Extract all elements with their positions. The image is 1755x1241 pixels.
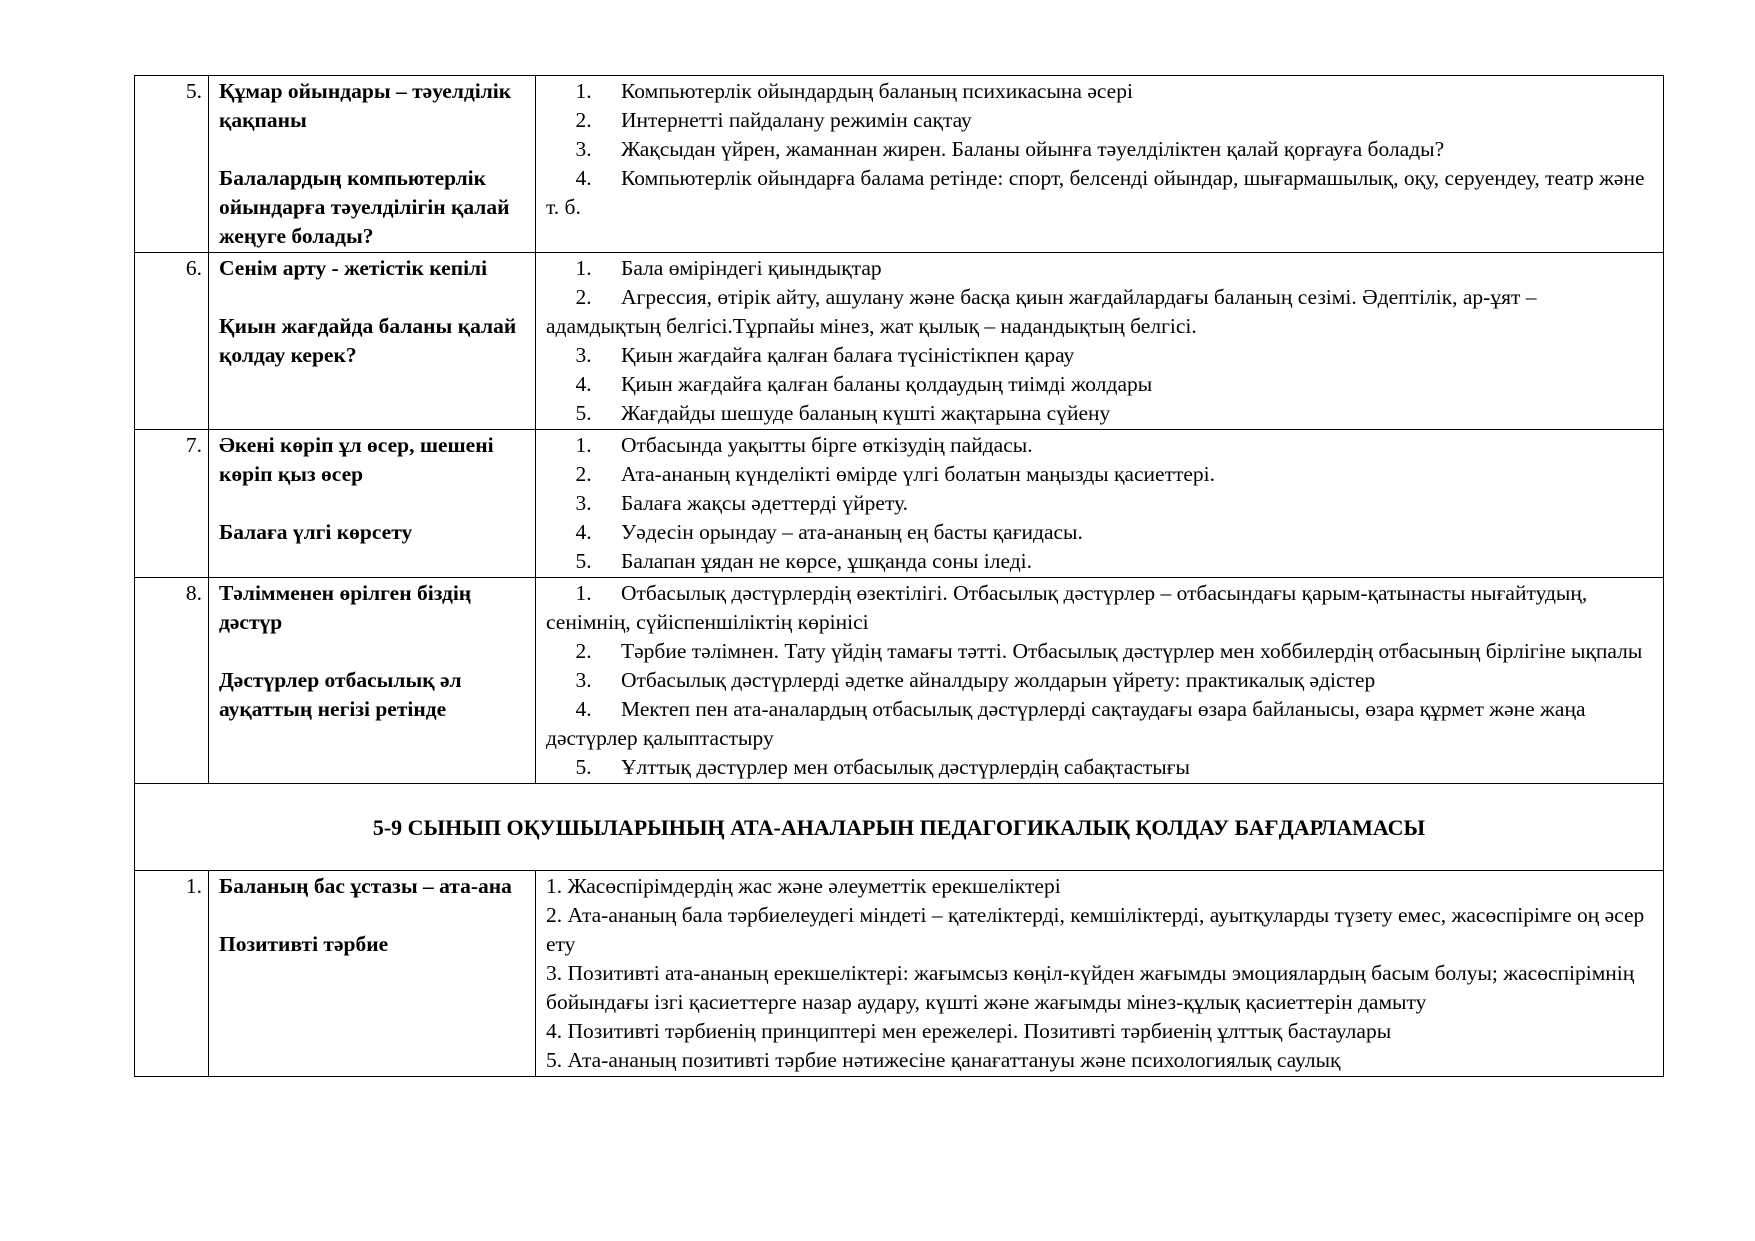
list-item: 5. Балапан ұядан не көрсе, ұшқанда соны іледі. — [575, 549, 1032, 573]
list-item: 2. Агрессия, өтірік айту, ашулану және басқа қиын жағдайлардағы баланың сезімі. Әдептілік, ар-ұят – адамдықтың белгісі.Тұрпайы мінез, жат қылық – надандықтың белгісі. — [546, 285, 1537, 338]
topic-title: Сенім арту - жетістік кепілі — [219, 256, 488, 280]
list-item: 1. Компьютерлік ойындардың баланың психикасына әсері — [575, 79, 1133, 103]
section-title: 5-9 СЫНЫП ОҚУШЫЛАРЫНЫҢ АТА-АНАЛАРЫН ПЕДАГОГИКАЛЫҚ ҚОЛДАУ БАҒДАРЛАМАСЫ — [135, 784, 1664, 871]
table-row — [135, 76, 1664, 253]
list-item: 4. Уәдесін орындау – ата-ананың ең басты қағидасы. — [575, 520, 1083, 544]
list-item: 4. Компьютерлік ойындарға балама ретінде: спорт, белсенді ойындар, шығармашылық, оқу, серуендеу, театр және т. б. — [546, 166, 1645, 219]
list-item: 2. Ата-ананың күнделікті өмірде үлгі болатын маңызды қасиеттері. — [575, 462, 1216, 486]
topic-cell — [209, 871, 536, 1077]
topic-cell — [209, 76, 536, 253]
section-row — [135, 784, 1664, 871]
topic-subtitle: Қиын жағдайда баланы қалай қолдау керек? — [219, 314, 517, 367]
topic-title: Әкені көріп ұл өсер, шешені көріп қыз өсер — [219, 433, 494, 486]
list-item: 2. Ата-ананың бала тәрбиелеудегі міндеті – қателіктерді, кемшіліктерді, ауытқуларды түзету емес, жасөспірімге оң әсер ету — [546, 903, 1645, 956]
table-row — [135, 871, 1664, 1077]
list-item: 1. Бала өміріндегі қиындықтар — [575, 256, 882, 280]
list-item: 3. Балаға жақсы әдеттерді үйрету. — [575, 491, 909, 515]
list-item: 3. Жақсыдан үйрен, жаманнан жирен. Баланы ойынға тәуелділіктен қалай қорғауға болады? — [575, 137, 1445, 161]
list-item: 4. Мектеп пен ата-аналардың отбасылық дәстүрлерді сақтаудағы өзара байланысы, өзара құрмет және жаңа дәстүрлер қалыптастыру — [546, 697, 1586, 750]
content-cell — [536, 253, 1664, 430]
content-cell — [536, 430, 1664, 578]
table-row — [135, 578, 1664, 784]
row-number: 8. — [135, 578, 209, 784]
topic-title: Баланың бас ұстазы – ата-ана — [219, 874, 512, 898]
row-number: 6. — [135, 253, 209, 430]
row-number: 7. — [135, 430, 209, 578]
list-item: 1. Жасөспірімдердің жас және әлеуметтік ерекшеліктері — [546, 874, 1061, 898]
topic-title: Құмар ойындары – тәуелділік қақпаны — [219, 79, 512, 132]
row-number: 5. — [135, 76, 209, 253]
list-item: 5. Ата-ананың позитивті тәрбие нәтижесіне қанағаттануы және психологиялық саулық — [546, 1048, 1341, 1072]
list-item: 1. Отбасылық дәстүрлердің өзектілігі. Отбасылық дәстүрлер – отбасындағы қарым-қатынасты нығайтудың, сенімнің, сүйіспеншіліктің көрінісі — [546, 581, 1588, 634]
topic-cell — [209, 253, 536, 430]
list-item: 3. Отбасылық дәстүрлерді әдетке айналдыру жолдарын үйрету: практикалық әдістер — [575, 668, 1376, 692]
topic-subtitle: Балалардың компьютерлік ойындарға тәуелділігін қалай жеңуге болады? — [219, 166, 510, 248]
topic-subtitle: Балаға үлгі көрсету — [219, 520, 413, 544]
program-table — [134, 75, 1664, 1077]
list-item: 3. Қиын жағдайға қалған балаға түсіністікпен қарау — [575, 343, 1075, 367]
topic-title: Тәлімменен өрілген біздің дәстүр — [219, 581, 472, 634]
table-row — [135, 253, 1664, 430]
list-item: 1. Отбасында уақытты бірге өткізудің пайдасы. — [575, 433, 1033, 457]
list-item: 2. Тәрбие тәлімнен. Тату үйдің тамағы тәтті. Отбасылық дәстүрлер мен хоббилердің отбасының бірлігіне ықпалы — [575, 639, 1643, 663]
list-item: 3. Позитивті ата-ананың ерекшеліктері: жағымсыз көңіл-күйден жағымды эмоциялардың басым болуы; жасөспірімнің бойындағы ізгі қасиеттерге назар аудару, күшті және жағымды мінез-құлық қасиеттерін дамыту — [546, 961, 1635, 1014]
topic-cell — [209, 578, 536, 784]
topic-cell — [209, 430, 536, 578]
content-cell — [536, 871, 1664, 1077]
topic-subtitle: Дәстүрлер отбасылық әл ауқаттың негізі ретінде — [219, 668, 462, 721]
list-item: 2. Интернетті пайдалану режимін сақтау — [575, 108, 972, 132]
list-item: 5. Ұлттық дәстүрлер мен отбасылық дәстүрлердің сабақтастығы — [575, 755, 1190, 779]
list-item: 4. Позитивті тәрбиенің принциптері мен ережелері. Позитивті тәрбиенің ұлттық бастаулары — [546, 1019, 1392, 1043]
table-row — [135, 430, 1664, 578]
content-cell — [536, 76, 1664, 253]
row-number: 1. — [135, 871, 209, 1077]
list-item: 4. Қиын жағдайға қалған баланы қолдаудың тиімді жолдары — [575, 372, 1153, 396]
list-item: 5. Жағдайды шешуде баланың күшті жақтарына сүйену — [575, 401, 1111, 425]
topic-subtitle: Позитивті тәрбие — [219, 932, 389, 956]
content-cell — [536, 578, 1664, 784]
